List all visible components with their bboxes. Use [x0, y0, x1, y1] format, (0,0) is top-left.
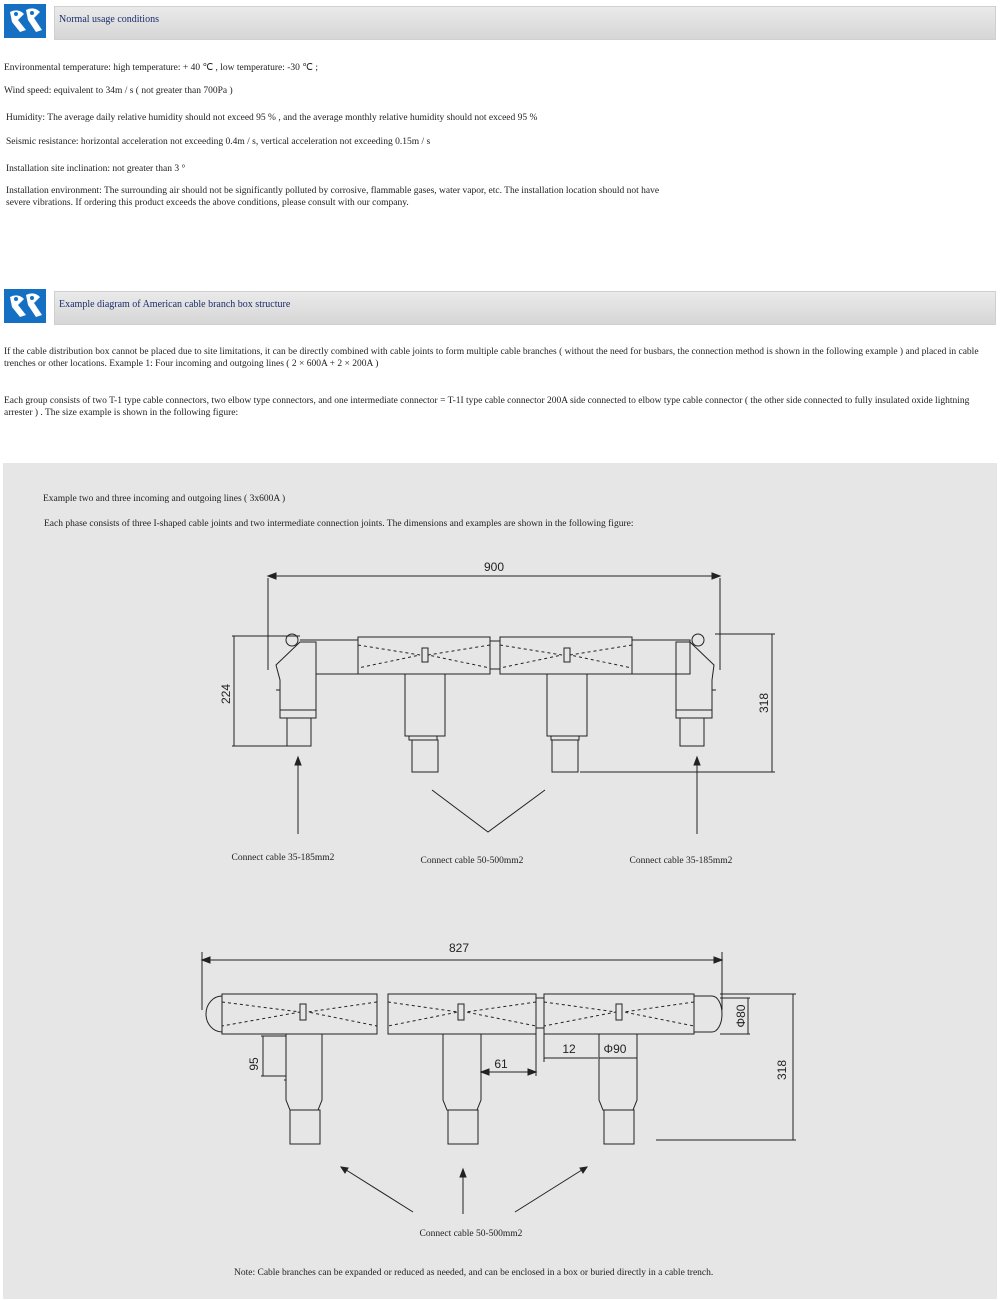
- dim-label-900: 900: [483, 560, 505, 574]
- paragraph-wind: Wind speed: equivalent to 34m / s ( not greater than 700Pa ): [4, 86, 233, 96]
- intermediate-coupler: [490, 641, 500, 669]
- right-elbow-connector: [676, 634, 716, 746]
- dim-label-224: 224: [219, 683, 233, 705]
- dim-label-61: 61: [494, 1057, 508, 1071]
- paragraph-group-composition: Each group consists of two T-1 type cable connectors, two elbow type connectors, and one intermediate connector = T-1I type cable connector 200A side connected to elbow type cable connector ( the other side connected to fully insulated oxide lightning arrester ) . The size example is shown in the following figure:: [4, 396, 970, 418]
- dim-label-318-b: 318: [775, 1059, 789, 1081]
- dim-label-95: 95: [247, 1057, 261, 1071]
- arrow-2-left: [343, 1168, 413, 1212]
- paragraph-temperature: Environmental temperature: high temperature: + 40 ℃ , low temperature: -30 ℃ ;: [4, 63, 318, 73]
- dim-label-phi90: Φ90: [603, 1042, 627, 1056]
- paragraph-inclination: Installation site inclination: not greater than 3 °: [6, 164, 186, 174]
- left-end-cap: [206, 996, 222, 1032]
- dim-label-phi80: Φ80: [734, 1004, 748, 1028]
- cable-label-middle: Connect cable 50-500mm2: [420, 856, 524, 866]
- left-elbow-connector: [276, 634, 316, 746]
- paragraph-branch-intro: If the cable distribution box cannot be placed due to site limitations, it can be directly combined with cable joints to form multiple cable branches ( without the need for busbars, the connection method is shown in the following example ) and placed in cable trenches or other locations. Example 1: Four incoming and outgoing lines ( 2 × 600A + 2 × 200A ): [4, 347, 979, 369]
- right-end-cap: [694, 996, 722, 1032]
- paragraph-seismic: Seismic resistance: horizontal acceleration not exceeding 0.4m / s, vertical acceleration not exceeding 0.15m / s: [6, 137, 431, 147]
- dim-label-12: 12: [562, 1042, 576, 1056]
- t-unit-3: [544, 994, 694, 1144]
- arrow-middle: [432, 790, 545, 832]
- diagram-three-way-branch: [202, 952, 796, 1214]
- t-unit-2: [388, 994, 536, 1144]
- panel-description: Each phase consists of three I-shaped cable joints and two intermediate connection joints. The dimensions and examples are shown in the following figure:: [44, 519, 634, 529]
- cable-label-left: Connect cable 35-185mm2: [231, 853, 335, 863]
- dim-label-827: 827: [448, 941, 470, 955]
- section-title: Normal usage conditions: [59, 14, 159, 25]
- paragraph-environment: Installation environment: The surrounding air should not be significantly polluted by corrosive, flammable gases, water vapor, etc. The installation location should not have severe vibrations. If ordering this product exceeds the above conditions, please consult with our company.: [6, 186, 660, 208]
- cable-label-right: Connect cable 35-185mm2: [629, 856, 733, 866]
- arrow-2-right: [515, 1168, 585, 1212]
- section-title: Example diagram of American cable branch box structure: [59, 299, 291, 310]
- dim-label-318: 318: [757, 692, 771, 714]
- right-t-connector: [500, 637, 632, 772]
- panel-heading: Example two and three incoming and outgoing lines ( 3x600A ): [43, 494, 286, 504]
- paragraph-humidity: Humidity: The average daily relative humidity should not exceed 95 % , and the average monthly relative humidity should not exceed 95 %: [6, 113, 538, 123]
- cable-label-bottom: Connect cable 50-500mm2: [419, 1229, 523, 1239]
- left-t-connector: [358, 637, 490, 772]
- t-unit-1: [222, 994, 377, 1144]
- panel-note: Note: Cable branches can be expanded or reduced as needed, and can be enclosed in a box or buried directly in a cable trench.: [234, 1268, 714, 1278]
